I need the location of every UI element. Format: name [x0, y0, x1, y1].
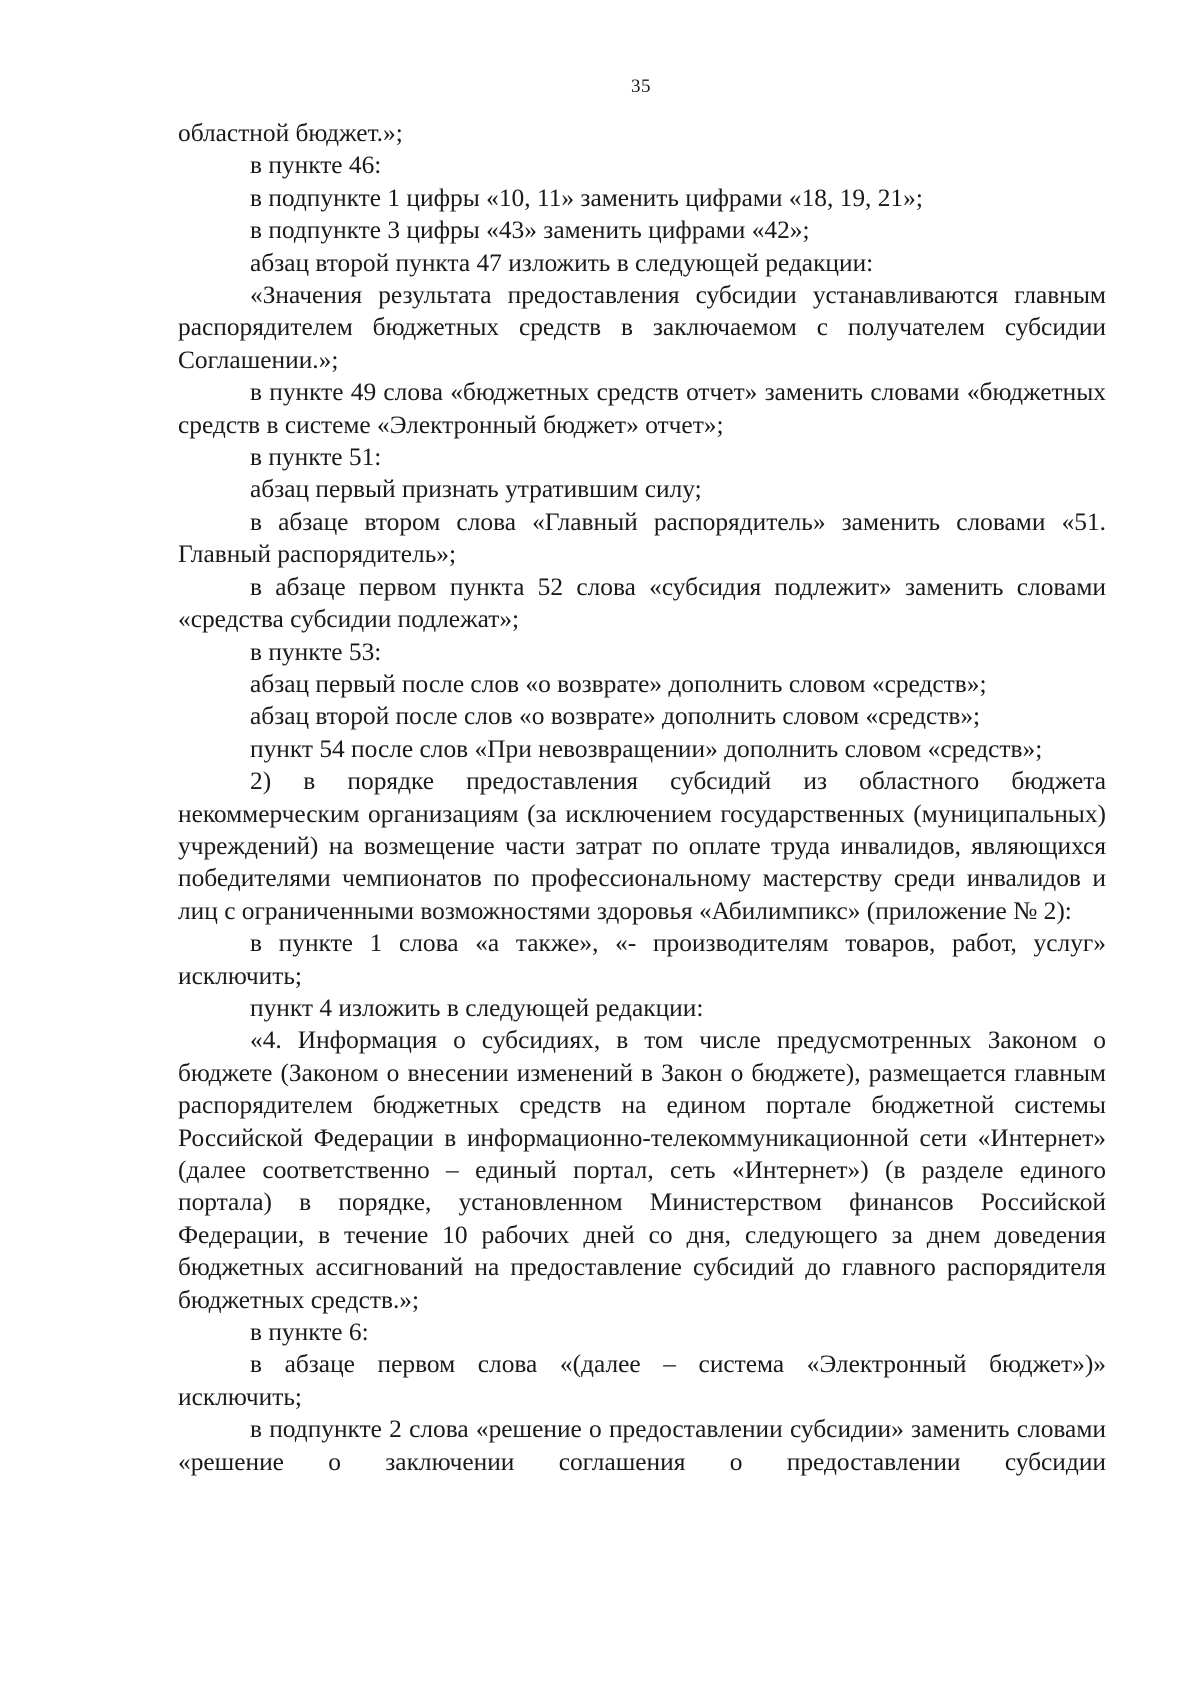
paragraph: в подпункте 1 цифры «10, 11» заменить цифрами «18, 19, 21»; [250, 183, 923, 212]
paragraph: в абзаце первом пункта 52 слова «субсидия подлежит» заменить словами «средства субсидии подлежат»; [178, 572, 1106, 634]
paragraph: в пункте 1 слова «а также», «- производителям товаров, работ, услуг» исключить; [178, 929, 1106, 990]
paragraph: в абзаце втором слова «Главный распорядитель» заменить словами «51. Главный распорядитель»; [178, 507, 1106, 569]
paragraph: абзац первый признать утратившим силу; [250, 475, 702, 504]
paragraph: пункт 54 после слов «При невозвращении» дополнить словом «средств»; [250, 734, 1043, 763]
paragraph: областной бюджет.»; [178, 119, 403, 147]
paragraph: «4. Информация о субсидиях, в том числе предусмотренных Законом о бюджете (Законом о внесении изменений в Закон о бюджете), размещается главным распорядителем бюджетных средств на едином портале бюджетной системы Российской Федерации в информационно-телекоммуникационной сети «Интернет» (далее соответственно – единый портал, сеть «Интернет») (в разделе единого портала) в порядке, установленном Министерством финансов Российской Федерации, в течение 10 рабочих дней со дня, следующего за днем доведения бюджетных ассигнований на предоставление субсидий до главного распорядителя бюджетных средств.»; [178, 1026, 1106, 1314]
paragraph: пункт 4 изложить в следующей редакции: [250, 993, 704, 1022]
paragraph: в пункте 46: [250, 151, 382, 180]
page-number: 35 [631, 76, 651, 97]
paragraph: «Значения результата предоставления субсидии устанавливаются главным распорядителем бюджетных средств в заключаемом с получателем субсидии Соглашении.»; [178, 281, 1106, 374]
paragraph: абзац второй пункта 47 изложить в следующей редакции: [250, 248, 874, 277]
paragraph: абзац первый после слов «о возврате» дополнить словом «средств»; [250, 669, 987, 698]
paragraph: в пункте 49 слова «бюджетных средств отчет» заменить словами «бюджетных средств в системе «Электронный бюджет» отчет»; [178, 378, 1106, 439]
paragraph: в пункте 6: [250, 1318, 369, 1347]
paragraph: абзац второй после слов «о возврате» дополнить словом «средств»; [250, 702, 981, 731]
paragraph: в пункте 51: [250, 443, 382, 472]
paragraph: в подпункте 3 цифры «43» заменить цифрами «42»; [250, 216, 810, 245]
paragraph: в пункте 53: [250, 637, 382, 666]
paragraph: 2) в порядке предоставления субсидий из областного бюджета некоммерческим организациям (за исключением государственных (муниципальных) учреждений) на возмещение части затрат по оплате труда инвалидов, являющихся победителями чемпионатов по профессиональному мастерству среди инвалидов и лиц с ограниченными возможностями здоровья «Абилимпикс» (приложение № 2): [178, 767, 1106, 925]
document-body [178, 117, 1106, 1478]
paragraph: в абзаце первом слова «(далее – система «Электронный бюджет»)» исключить; [178, 1350, 1106, 1411]
paragraph: в подпункте 2 слова «решение о предоставлении субсидии» заменить словами «решение о заключении соглашения о предоставлении субсидии [178, 1415, 1106, 1476]
